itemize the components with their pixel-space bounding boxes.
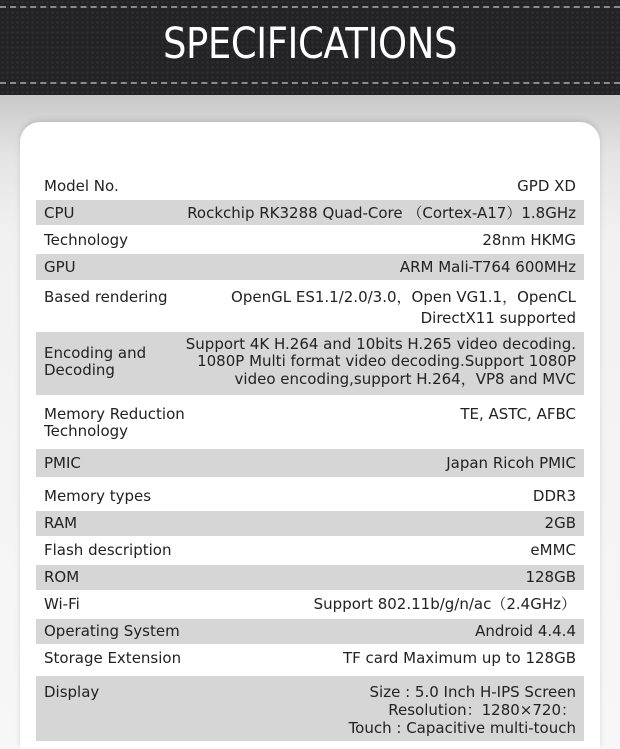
spec-row-wifi bbox=[36, 592, 584, 617]
spec-row-memory-types bbox=[36, 483, 584, 509]
spec-row-display bbox=[36, 676, 584, 741]
spec-row-based-rendering bbox=[36, 282, 584, 330]
spec-label: RAM bbox=[44, 514, 78, 532]
spec-label: Model No. bbox=[44, 177, 119, 195]
spec-label-line: Encoding and bbox=[44, 344, 147, 362]
spec-row-memory-reduction bbox=[36, 397, 584, 447]
spec-label: Display bbox=[44, 683, 100, 701]
spec-row-os bbox=[36, 619, 584, 644]
header-dashed-line-top bbox=[0, 6, 620, 8]
page-title: SPECIFICATIONS bbox=[162, 19, 458, 69]
spec-label: Flash description bbox=[44, 541, 172, 559]
spec-row-flash bbox=[36, 538, 584, 563]
spec-row-cpu bbox=[36, 200, 584, 225]
spec-value-line: video encoding,support H.264，VP8 and MVC bbox=[234, 370, 576, 388]
spec-label: Wi-Fi bbox=[44, 595, 80, 613]
spec-label: Based rendering bbox=[44, 288, 168, 306]
spec-value-line: DirectX11 supported bbox=[420, 309, 576, 327]
spec-row-model bbox=[36, 174, 584, 198]
spec-row-technology bbox=[36, 227, 584, 252]
spec-value: eMMC bbox=[530, 541, 576, 559]
spec-label: Technology bbox=[44, 231, 129, 249]
spec-value: Rockchip RK3288 Quad-Core （Cortex-A17）1.8GHz bbox=[187, 204, 576, 222]
spec-label-line: Decoding bbox=[44, 361, 115, 379]
spec-row-pmic bbox=[36, 449, 584, 477]
spec-label: GPU bbox=[44, 258, 76, 276]
spec-value: TF card Maximum up to 128GB bbox=[342, 649, 576, 667]
spec-label: ROM bbox=[44, 568, 80, 586]
spec-value: DDR3 bbox=[532, 487, 576, 505]
spec-value: ARM Mali-T764 600MHz bbox=[399, 258, 576, 276]
spec-label: Operating System bbox=[44, 622, 180, 640]
spec-label: PMIC bbox=[44, 454, 81, 472]
spec-label-line: Memory Reduction bbox=[44, 405, 185, 423]
spec-value: 128GB bbox=[525, 568, 576, 586]
spec-value-line: Size : 5.0 Inch H-IPS Screen bbox=[369, 683, 576, 701]
spec-value: 28nm HKMG bbox=[482, 231, 576, 249]
spec-value-line: OpenGL ES1.1/2.0/3.0，Open VG1.1，OpenCL bbox=[231, 288, 576, 306]
page-header bbox=[0, 0, 620, 95]
spec-value-line: 1080P Multi format video decoding.Support 1080P bbox=[197, 352, 576, 370]
spec-row-ram bbox=[36, 511, 584, 536]
spec-value: 2GB bbox=[544, 514, 576, 532]
spec-row-gpu bbox=[36, 254, 584, 280]
spec-row-rom bbox=[36, 565, 584, 590]
spec-row-storage-extension bbox=[36, 646, 584, 671]
spec-value: Support 802.11b/g/n/ac（2.4GHz） bbox=[313, 595, 576, 613]
spec-label: CPU bbox=[44, 204, 75, 222]
spec-label-line: Technology bbox=[44, 422, 129, 440]
spec-value: Japan Ricoh PMIC bbox=[446, 454, 576, 472]
spec-value-line: Touch : Capacitive multi-touch bbox=[348, 719, 576, 737]
spec-label: Storage Extension bbox=[44, 649, 182, 667]
spec-value-line: Support 4K H.264 and 10bits H.265 video decoding. bbox=[185, 335, 576, 353]
header-dashed-line-bottom bbox=[0, 82, 620, 84]
spec-value: TE, ASTC, AFBC bbox=[460, 405, 576, 423]
spec-value: Android 4.4.4 bbox=[475, 622, 576, 640]
spec-value-line: Resolution：1280×720： bbox=[388, 701, 576, 719]
spec-value: GPD XD bbox=[517, 177, 576, 195]
spec-row-encoding-decoding bbox=[36, 332, 584, 395]
spec-label: Memory types bbox=[44, 487, 152, 505]
